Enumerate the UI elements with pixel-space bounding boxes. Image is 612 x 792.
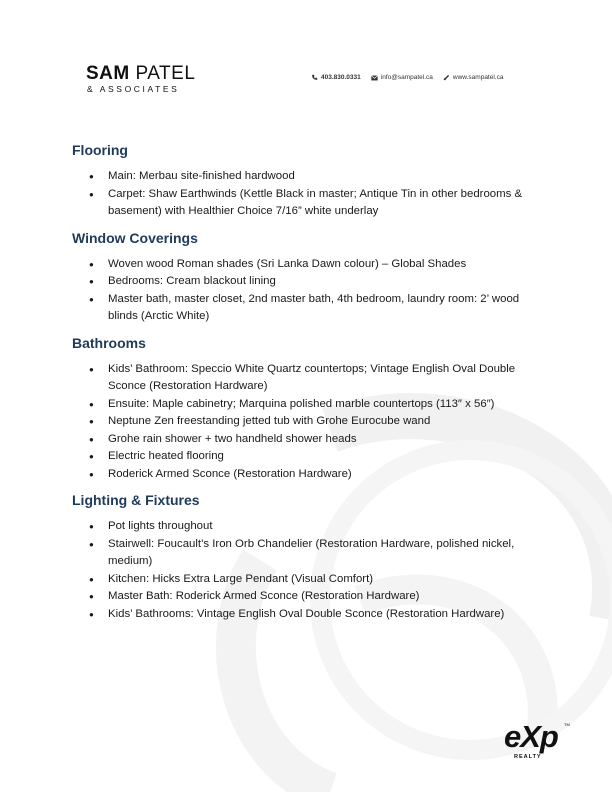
bullet-list	[72, 168, 542, 221]
list-item: ● Bedrooms: Cream blackout lining	[72, 273, 542, 291]
section-bathrooms	[72, 333, 542, 484]
list-item: ● Kids’ Bathroom: Speccio White Quartz countertops; Vintage English Oval Double Sconce (Restoration Hardware)	[72, 361, 542, 396]
section-title: Window Coverings	[72, 229, 198, 246]
list-item: ● Electric heated flooring	[72, 448, 542, 466]
list-item: ● Master Bath: Roderick Armed Sconce (Restoration Hardware)	[72, 588, 542, 606]
exp-logo-subtitle: REALTY	[514, 754, 542, 760]
contact-info	[311, 74, 503, 81]
link-icon	[443, 74, 450, 81]
list-item: ● Carpet: Shaw Earthwinds (Kettle Black in master; Antique Tin in other bedrooms & basement) with Healthier Choice 7/16” white underlay	[72, 186, 542, 221]
brand-name-last: PATEL	[135, 63, 196, 84]
exp-logo-text: eXp	[504, 719, 558, 754]
list-item: ● Pot lights throughout	[72, 518, 542, 536]
section-flooring	[72, 140, 542, 221]
brand-logo	[86, 63, 195, 85]
brand-subtitle: & ASSOCIATES	[87, 84, 180, 94]
contact-email	[371, 74, 433, 81]
bullet-list	[72, 361, 542, 484]
bullet-list	[72, 256, 542, 326]
email-address[interactable]: info@sampatel.ca	[380, 74, 433, 81]
list-item: ● Kids’ Bathrooms: Vintage English Oval Double Sconce (Restoration Hardware)	[72, 606, 542, 624]
feature-list-document	[72, 140, 542, 630]
section-window-coverings	[72, 228, 542, 326]
section-title: Lighting & Fixtures	[72, 492, 200, 508]
list-item: ● Woven wood Roman shades (Sri Lanka Dawn colour) – Global Shades	[72, 256, 542, 274]
contact-phone	[311, 74, 361, 81]
bullet-list	[72, 518, 542, 623]
list-item: ● Master bath, master closet, 2nd master bath, 4th bedroom, laundry room: 2’ wood blinds (Arctic White)	[72, 291, 542, 326]
brand-name-first: SAM	[86, 63, 130, 84]
list-item: ● Grohe rain shower + two handheld shower heads	[72, 431, 542, 449]
section-lighting-fixtures	[72, 490, 542, 623]
list-item: ● Neptune Zen freestanding jetted tub with Grohe Eurocube wand	[72, 413, 542, 431]
exp-logo-trademark: TM	[564, 722, 570, 727]
list-item: ● Stairwell: Foucault’s Iron Orb Chandelier (Restoration Hardware, polished nickel, medium)	[72, 536, 542, 571]
exp-realty-logo	[504, 720, 574, 764]
contact-website	[443, 74, 504, 81]
list-item: ● Main: Merbau site-finished hardwood	[72, 168, 542, 186]
section-title: Flooring	[72, 142, 128, 158]
list-item: ● Ensuite: Maple cabinetry; Marquina polished marble countertops (113″ x 56″)	[72, 396, 542, 414]
section-title: Bathrooms	[72, 334, 146, 351]
letterhead	[0, 0, 612, 110]
website-url[interactable]: www.sampatel.ca	[452, 74, 504, 81]
list-item: ● Kitchen: Hicks Extra Large Pendant (Visual Comfort)	[72, 571, 542, 589]
envelope-icon	[371, 75, 378, 81]
phone-icon	[311, 74, 318, 81]
list-item: ● Roderick Armed Sconce (Restoration Hardware)	[72, 466, 542, 484]
phone-number[interactable]: 403.830.0331	[321, 74, 361, 81]
